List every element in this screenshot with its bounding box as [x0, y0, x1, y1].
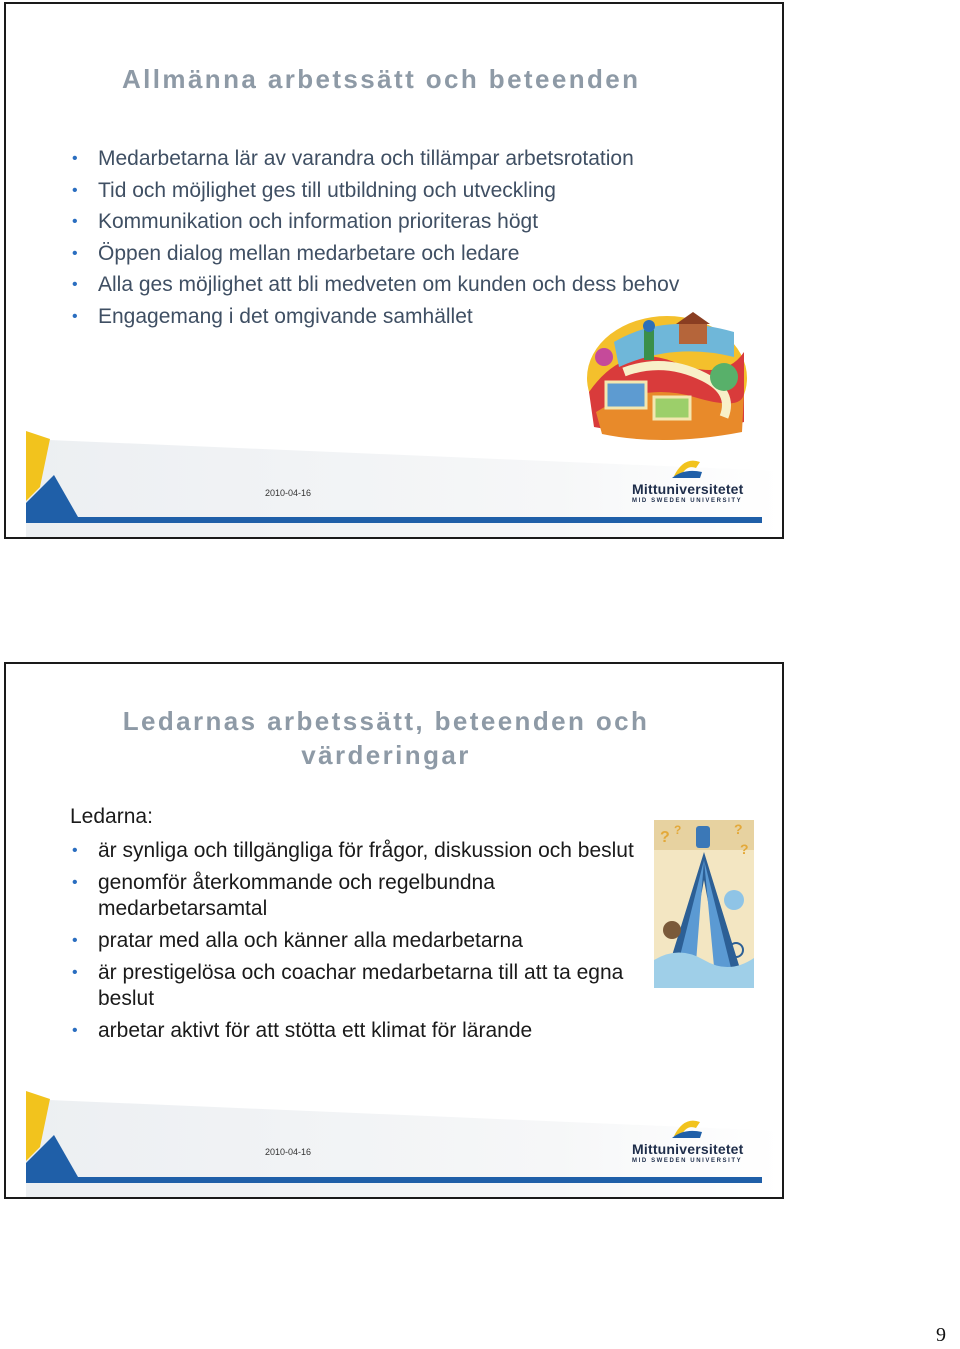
- list-item: • Tid och möjlighet ges till utbildning och utveckling: [72, 178, 556, 202]
- slide-1: [4, 2, 784, 539]
- list-item: • Öppen dialog mellan medarbetare och ledare: [72, 241, 520, 265]
- list-item: • Kommunikation och information prioriteras högt: [72, 210, 539, 233]
- bullet-icon: •: [72, 181, 78, 199]
- page-number: 9: [936, 1324, 946, 1346]
- bullet-icon: •: [72, 276, 78, 293]
- list-item: • är prestigelösa och coachar medarbetarna till att ta egna beslut: [72, 961, 624, 1010]
- svg-text:?: ?: [660, 829, 670, 846]
- bullet-icon: •: [72, 842, 78, 859]
- list-item: • Alla ges möjlighet att bli medveten om kunden och dess behov: [72, 273, 680, 296]
- svg-text:?: ?: [740, 841, 749, 857]
- list-item: • pratar med alla och känner alla medarbetarna: [72, 929, 523, 952]
- university-logo: Mittuniversitetet MID SWEDEN UNIVERSITY: [632, 454, 752, 510]
- list-item: • Engagemang i det omgivande samhället: [72, 304, 473, 328]
- bullet-list: [68, 838, 648, 1050]
- list-item: • arbetar aktivt för att stötta ett klimat för lärande: [72, 1019, 533, 1042]
- lead-text: Ledarna:: [70, 805, 153, 828]
- svg-text:?: ?: [734, 821, 743, 837]
- bullet-icon: •: [72, 932, 78, 949]
- bullet-icon: •: [72, 244, 78, 262]
- list-item: • Medarbetarna lär av varandra och tillämpar arbetsrotation: [72, 147, 634, 170]
- slide-title: Ledarnas arbetssätt, beteenden och värderingar: [122, 706, 650, 770]
- questions-paths-illustration: [654, 820, 754, 988]
- slide-date: 2010-04-16: [265, 488, 312, 498]
- bullet-icon: •: [72, 964, 78, 981]
- slide-date: 2010-04-16: [265, 1147, 312, 1157]
- bullet-icon: •: [72, 874, 78, 891]
- list-item: • genomför återkommande och regelbundna medarbetarsamtal: [72, 871, 495, 920]
- university-logo: Mittuniversitetet MID SWEDEN UNIVERSITY: [632, 1114, 752, 1170]
- bullet-icon: •: [72, 150, 78, 167]
- logo-mark-icon: [670, 454, 704, 480]
- bullet-icon: •: [72, 213, 78, 230]
- list-item: • är synliga och tillgängliga för frågor, diskussion och beslut: [72, 839, 634, 862]
- slide-title: Allmänna arbetssätt och beteenden: [122, 64, 641, 94]
- colorful-landscape-illustration: [584, 302, 750, 442]
- bullet-icon: •: [72, 307, 78, 325]
- logo-mark-icon: [670, 1114, 704, 1140]
- svg-text:?: ?: [674, 823, 682, 837]
- slide-2: [4, 662, 784, 1199]
- bullet-icon: •: [72, 1022, 78, 1039]
